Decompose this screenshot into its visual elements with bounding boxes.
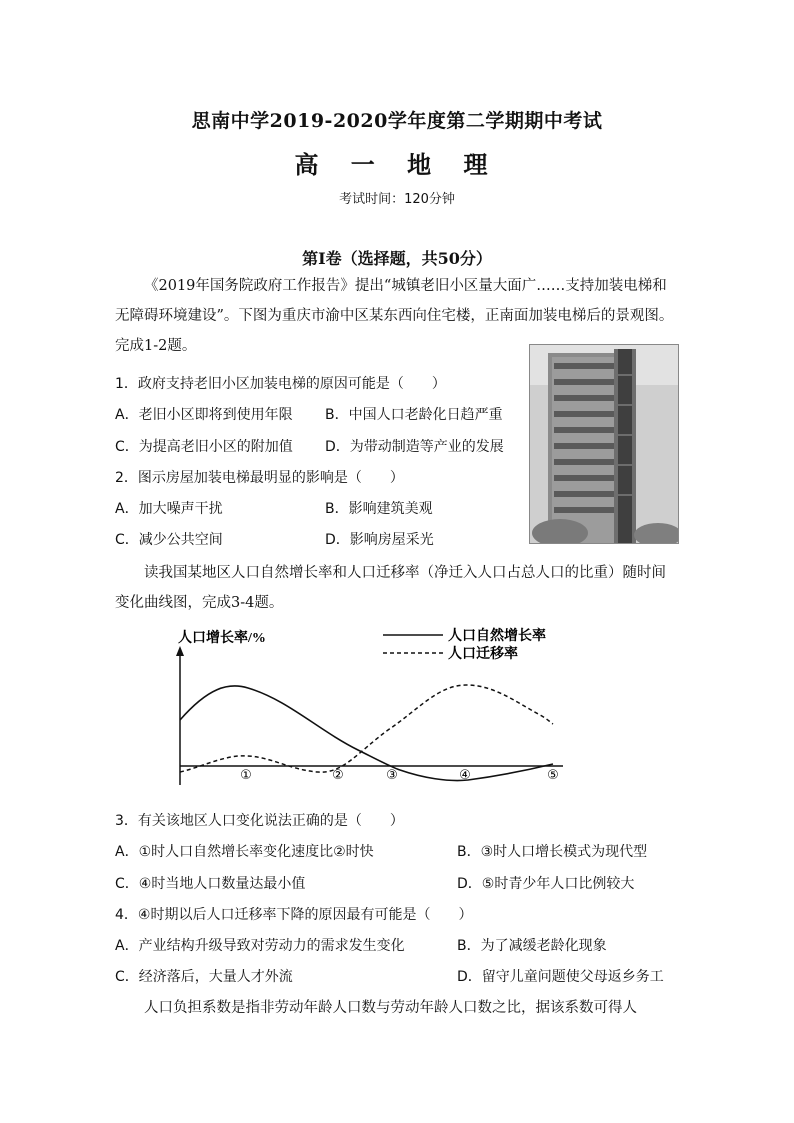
intro-paragraph-1: 《2019年国务院政府工作报告》提出“城镇老旧小区量大面广……支持加装电梯和无障碍环境建设”。下图为重庆市渝中区某东西向住宅楼，正南面加装电梯后的景观图。完成1-2题。: [115, 278, 674, 354]
section-title: 第Ⅰ卷（选择题，共50分）: [302, 249, 492, 268]
question-4-option-c: C．经济落后，大量人才外流: [115, 969, 293, 985]
question-1-option-d: D．为带动制造等产业的发展: [325, 439, 504, 455]
question-2-option-b: B．影响建筑美观: [325, 501, 433, 517]
question-1-option-b: B．中国人口老龄化日趋严重: [325, 407, 503, 423]
question-2-option-a: A．加大噪声干扰: [115, 501, 223, 517]
question-3-option-b: B．③时人口增长模式为现代型: [457, 844, 648, 860]
question-1-stem: 1．政府支持老旧小区加装电梯的原因可能是（ ）: [115, 376, 446, 392]
chart-svg: [168, 620, 608, 795]
legend-label-natural-growth: 人口自然增长率: [448, 629, 546, 644]
chart-y-axis-label: 人口增长率/%: [178, 631, 266, 646]
question-4-option-d: D．留守儿童问题使父母返乡务工: [457, 969, 664, 985]
chart-x-tick-label: ①: [240, 768, 252, 783]
chart-x-tick-label: ⑤: [547, 768, 559, 783]
building-photo: [529, 344, 679, 544]
question-3-stem: 3．有关该地区人口变化说法正确的是（ ）: [115, 813, 404, 829]
subject-title: 高 一 地 理: [294, 150, 500, 179]
population-chart: [168, 620, 608, 799]
question-2-stem: 2．图示房屋加装电梯最明显的影响是（ ）: [115, 470, 404, 486]
chart-y-axis-arrow: [176, 646, 184, 656]
question-1-option-c: C．为提高老旧小区的附加值: [115, 439, 293, 455]
question-1-option-a: A．老旧小区即将到使用年限: [115, 407, 293, 423]
intro-paragraph-2: 读我国某地区人口自然增长率和人口迁移率（净迁入人口占总人口的比重）随时间变化曲线图，完成3-4题。: [115, 565, 666, 611]
question-3-option-d: D．⑤时青少年人口比例较大: [457, 876, 635, 892]
exam-title: 思南中学2019-2020学年度第二学期期中考试: [191, 110, 603, 132]
exam-time: 考试时间：120分钟: [339, 192, 455, 207]
series-migration-line: [180, 685, 553, 772]
question-3-option-c: C．④时当地人口数量达最小值: [115, 876, 306, 892]
question-4-option-b: B．为了减缓老龄化现象: [457, 938, 607, 954]
chart-x-tick-label: ③: [386, 768, 398, 783]
question-2-option-d: D．影响房屋采光: [325, 532, 434, 548]
chart-x-tick-label: ④: [459, 768, 471, 783]
legend-label-migration: 人口迁移率: [448, 647, 518, 662]
question-3-option-a: A．①时人口自然增长率变化速度比②时快: [115, 844, 374, 860]
chart-x-tick-label: ②: [332, 768, 344, 783]
intro-paragraph-3: 人口负担系数是指非劳动年龄人口数与劳动年龄人口数之比，据该系数可得人: [144, 1000, 637, 1016]
question-4-option-a: A．产业结构升级导致对劳动力的需求发生变化: [115, 938, 405, 954]
question-2-option-c: C．减少公共空间: [115, 532, 223, 548]
question-4-stem: 4．④时期以后人口迁移率下降的原因最有可能是（ ）: [115, 907, 473, 923]
